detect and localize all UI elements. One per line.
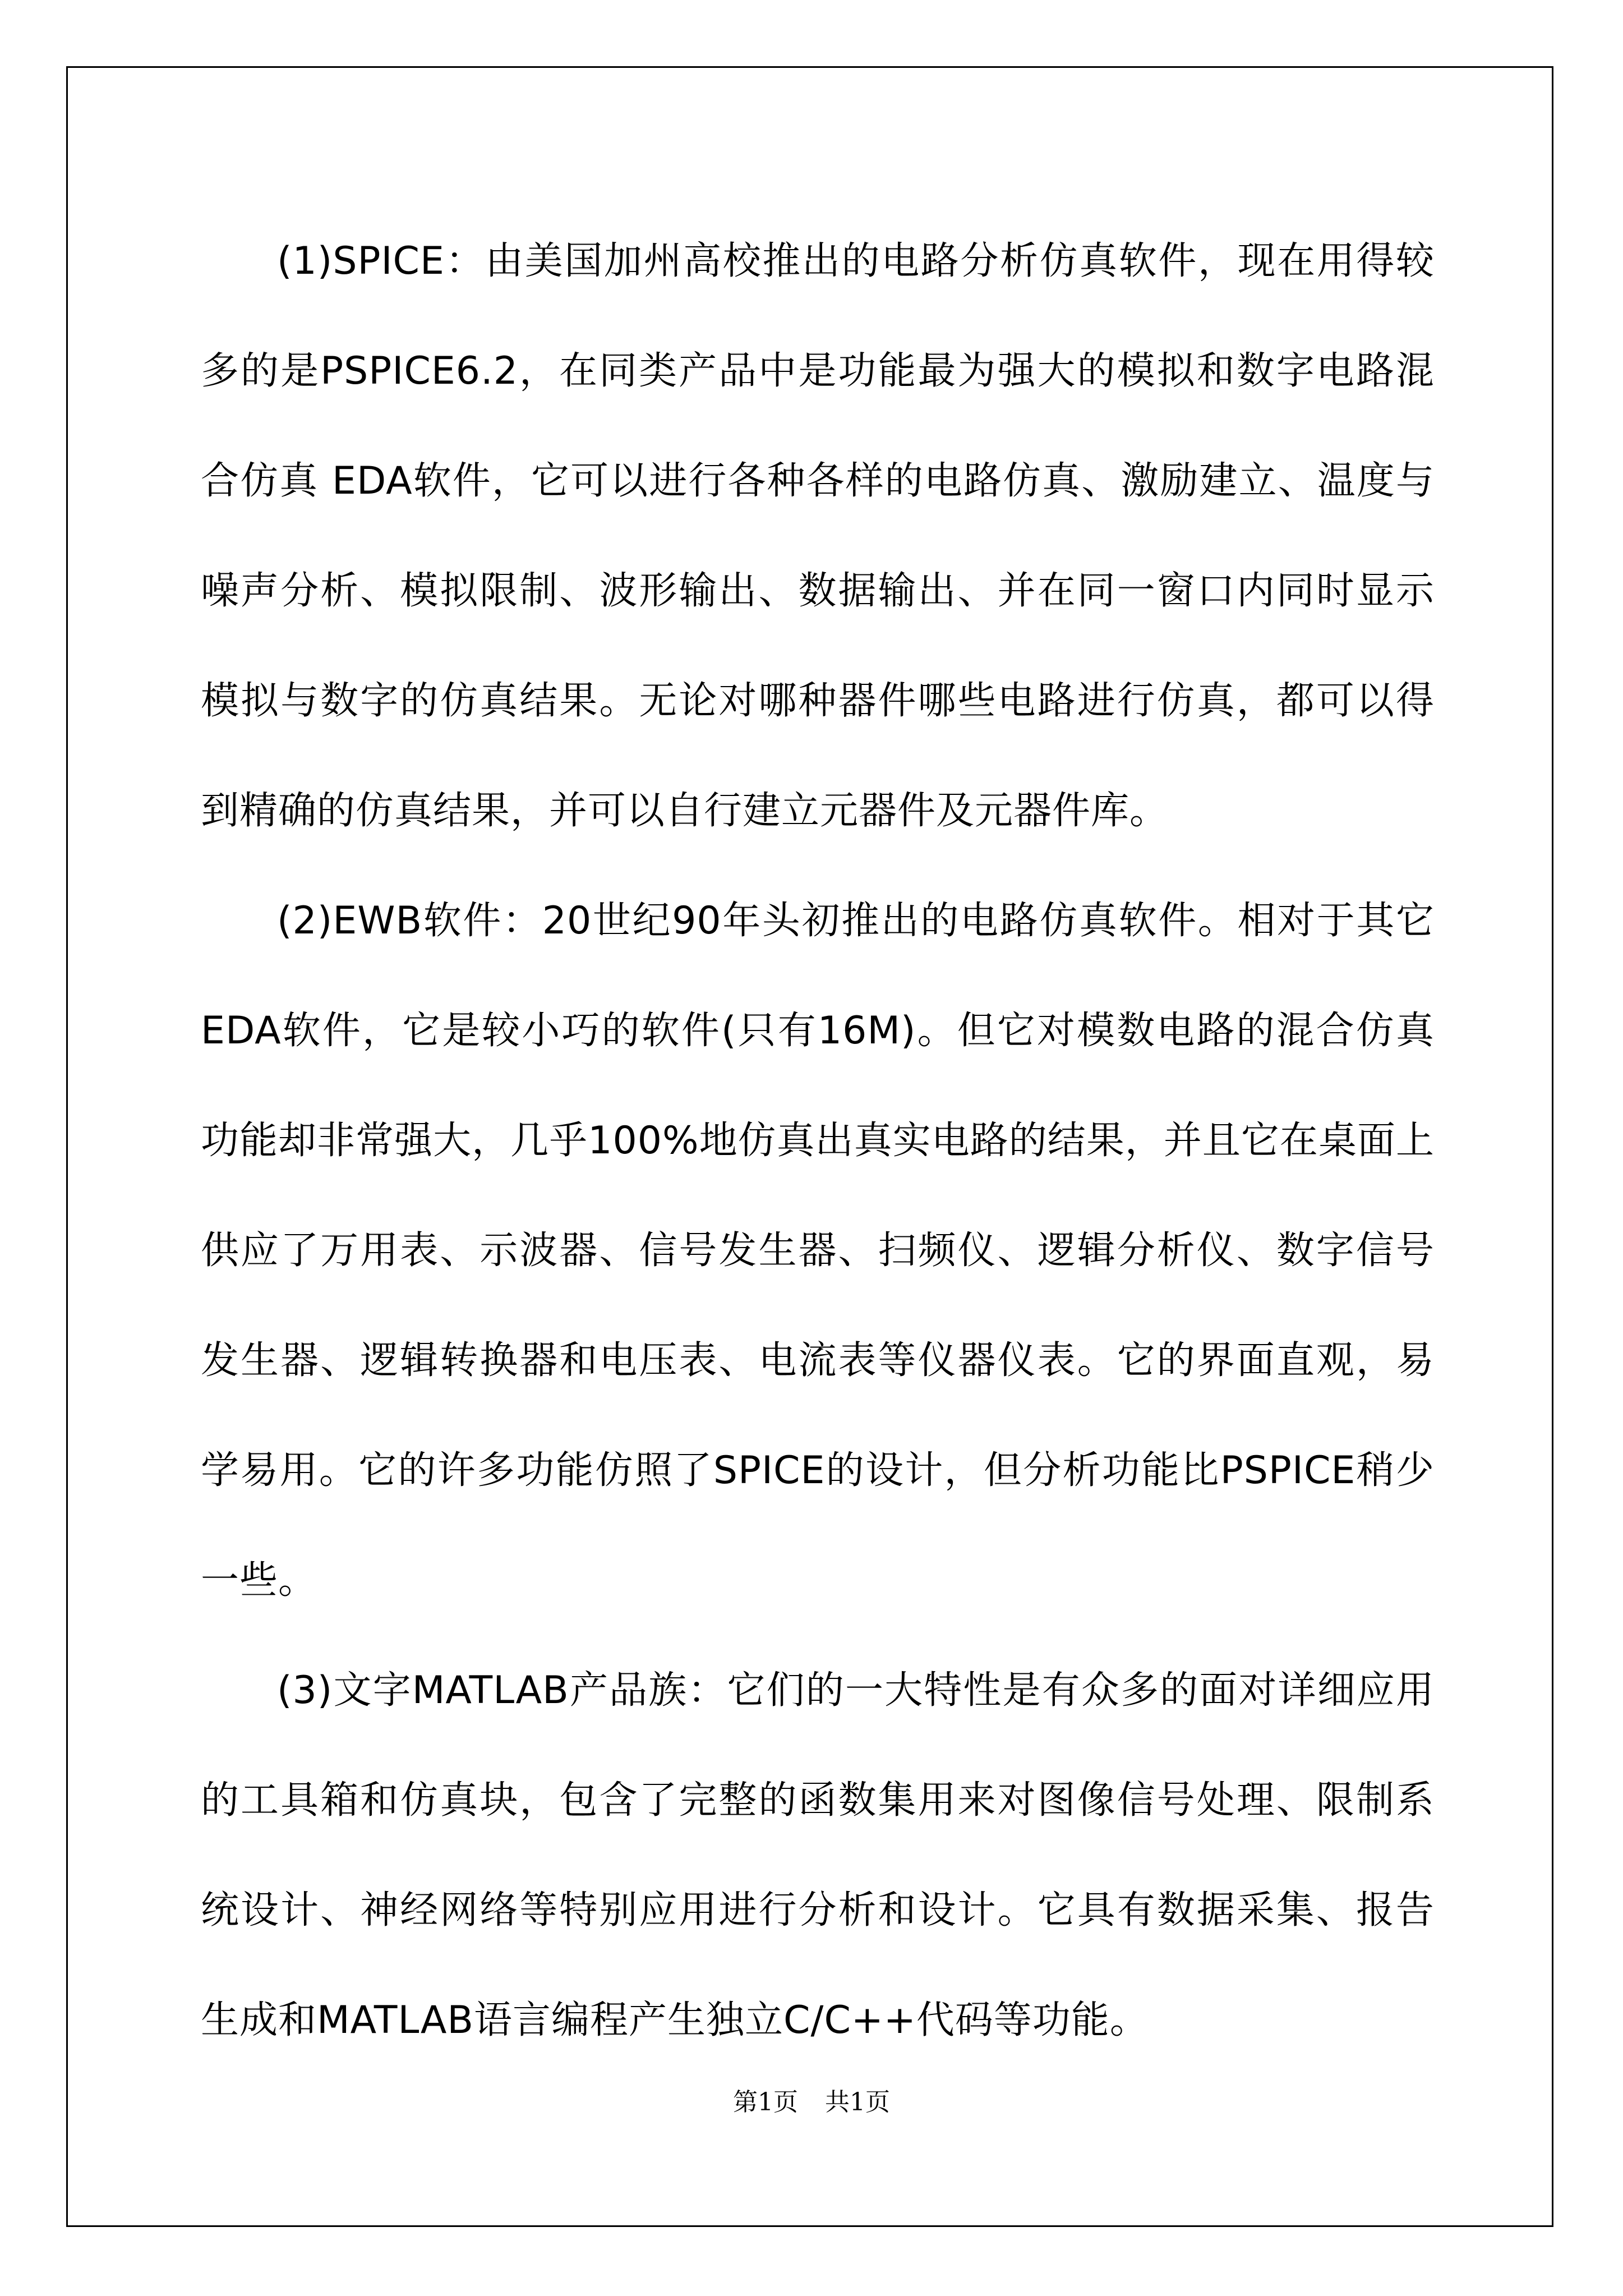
paragraph-spice: (1)SPICE：由美国加州高校推出的电路分析仿真软件，现在用得较多的是PSPICE6.2，在同类产品中是功能最为强大的模拟和数字电路混合仿真 EDA软件，它可以进行各种各样的电路仿真、激励建立、温度与噪声分析、模拟限制、波形输出、数据输出、并在同一窗口内同时显示模拟与数字的仿真结果。无论对哪种器件哪些电路进行仿真，都可以得到精确的仿真结果，并可以自行建立元器件及元器件库。 xyxy=(201,239,1435,833)
page-number-total: 共1页 xyxy=(825,2088,890,2116)
document-body xyxy=(201,206,1435,2076)
paragraph-matlab: (3)文字MATLAB产品族：它们的一大特性是有众多的面对详细应用的工具箱和仿真块，包含了完整的函数集用来对图像信号处理、限制系统设计、神经网络等特别应用进行分析和设计。它具有数据采集、报告生成和MATLAB语言编程产生独立C/C++代码等功能。 xyxy=(201,1668,1435,2042)
page-number-current: 第1页 xyxy=(733,2088,798,2116)
page-footer xyxy=(0,2086,1623,2119)
paragraph-ewb: (2)EWB软件：20世纪90年头初推出的电路仿真软件。相对于其它EDA软件，它是较小巧的软件(只有16M)。但它对模数电路的混合仿真功能却非常强大，几乎100%地仿真出真实电路的结果，并且它在桌面上供应了万用表、示波器、信号发生器、扫频仪、逻辑分析仪、数字信号发生器、逻辑转换器和电压表、电流表等仪器仪表。它的界面直观，易学易用。它的许多功能仿照了SPICE的设计，但分析功能比PSPICE稍少一些。 xyxy=(201,899,1435,1603)
